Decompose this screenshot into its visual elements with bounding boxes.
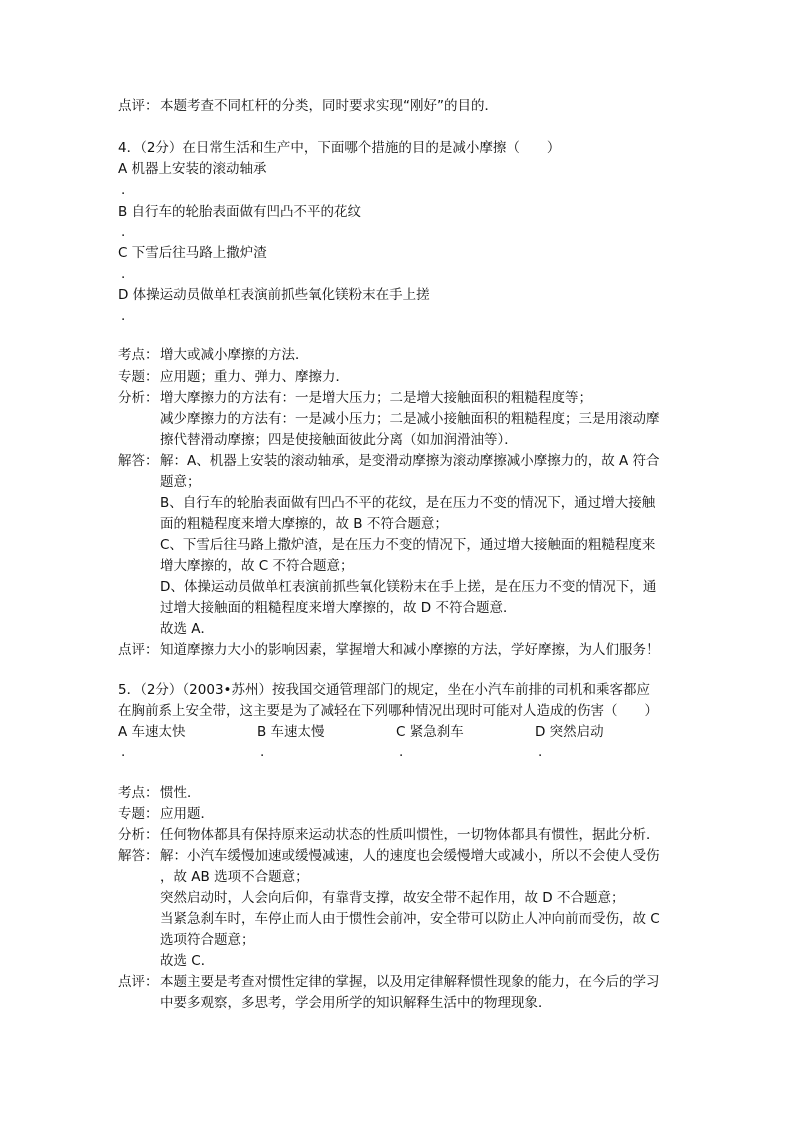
kaodian-label: 考点： bbox=[118, 347, 159, 363]
jieda-line: D、体操运动员做单杠表演前抓些氧化镁粉末在手上搓，是在压力不变的情况下，通 bbox=[160, 579, 657, 595]
kaodian-text: 增大或减小摩擦的方法． bbox=[160, 347, 309, 363]
fenxi-line: 减少摩擦力的方法有：一是减小压力；二是减小接触面积的粗糙程度；三是用滚动摩 bbox=[160, 411, 660, 427]
option-dot: . bbox=[538, 744, 543, 760]
dianping-line: 中要多观察，多思考，学会用所学的知识解释生活中的物理现象． bbox=[160, 995, 552, 1011]
jieda-line: ，故 AB 选项不合题意； bbox=[160, 869, 309, 885]
jieda-line: C、下雪后往马路上撒炉渣，是在压力不变的情况下，通过增大接触面的粗糙程度来 bbox=[160, 537, 656, 553]
dianping-label: 点评： bbox=[118, 974, 159, 990]
question-stem: 5．（2分）（2003•苏州）按我国交通管理部门的规定，坐在小汽车前排的司机和乘客都应 bbox=[118, 682, 650, 698]
option-dot: . bbox=[121, 182, 126, 198]
jieda-label: 解答： bbox=[118, 848, 159, 864]
zhuanti-text: 应用题；重力、弹力、摩擦力． bbox=[160, 369, 349, 385]
option-b: B 自行车的轮胎表面做有凹凸不平的花纹 bbox=[118, 204, 362, 220]
zhuanti-label: 专题： bbox=[118, 806, 159, 822]
fenxi-line: 增大摩擦力的方法有：一是增大压力；二是增大接触面积的粗糙程度等； bbox=[160, 390, 592, 406]
jieda-line: 面的粗糙程度来增大摩擦的，故 B 不符合题意； bbox=[160, 516, 448, 532]
dianping-line: 本题主要是考查对惯性定律的掌握，以及用定律解释惯性现象的能力，在今后的学习 bbox=[160, 974, 660, 990]
zhuanti-label: 专题： bbox=[118, 369, 159, 385]
option-c: C 紧急刹车 bbox=[396, 724, 464, 740]
option-a: A 机器上安装的滚动轴承 bbox=[118, 161, 267, 177]
question-stem: 在胸前系上安全带，这主要是为了减轻在下列哪种情况出现时可能对人造成的伤害（ ） bbox=[118, 703, 658, 719]
option-b: B 车速太慢 bbox=[257, 724, 325, 740]
jieda-line: 当紧急刹车时，车停止而人由于惯性会前冲，安全带可以防止人冲向前而受伤，故 C bbox=[160, 911, 660, 927]
option-dot: . bbox=[260, 744, 265, 760]
jieda-line: 故选 C． bbox=[160, 953, 215, 969]
jieda-line: 突然启动时，人会向后仰，有靠背支撑，故安全带不起作用，故 D 不合题意； bbox=[160, 890, 625, 906]
question-stem: 4．（2分）在日常生活和生产中，下面哪个措施的目的是减小摩擦（ ） bbox=[118, 140, 561, 156]
kaodian-label: 考点： bbox=[118, 785, 159, 801]
dianping-label: 点评： bbox=[118, 642, 159, 658]
option-c: C 下雪后往马路上撒炉渣 bbox=[118, 245, 267, 261]
option-d: D 体操运动员做单杠表演前抓些氧化镁粉末在手上搓 bbox=[118, 287, 430, 303]
jieda-line: 解：A、机器上安装的滚动轴承，是变滑动摩擦为滚动摩擦减小摩擦力的，故 A 符合 bbox=[160, 453, 660, 469]
fenxi-text: 任何物体都具有保持原来运动状态的性质叫惯性，一切物体都具有惯性，据此分析． bbox=[160, 827, 660, 843]
kaodian-text: 惯性． bbox=[160, 785, 201, 801]
option-dot: . bbox=[121, 744, 126, 760]
comment-text: 本题考查不同杠杆的分类，同时要求实现“刚好”的目的． bbox=[160, 98, 498, 114]
option-dot: . bbox=[399, 744, 404, 760]
option-a: A 车速太快 bbox=[118, 724, 186, 740]
fenxi-label: 分析： bbox=[118, 827, 159, 843]
option-d: D 突然启动 bbox=[535, 724, 604, 740]
jieda-line: 过增大接触面的粗糙程度来增大摩擦的，故 D 不符合题意． bbox=[160, 600, 517, 616]
jieda-line: B、自行车的轮胎表面做有凹凸不平的花纹，是在压力不变的情况下，通过增大接触 bbox=[160, 495, 656, 511]
jieda-line: 题意； bbox=[160, 474, 201, 490]
jieda-line: 增大摩擦的，故 C 不符合题意； bbox=[160, 558, 354, 574]
option-dot: . bbox=[121, 224, 126, 240]
jieda-line: 选项符合题意； bbox=[160, 932, 255, 948]
fenxi-line: 擦代替滑动摩擦；四是使接触面彼此分离（如加润滑油等）． bbox=[160, 432, 518, 448]
comment-label: 点评： bbox=[118, 98, 159, 114]
dianping-text: 知道摩擦力大小的影响因素，掌握增大和减小摩擦的方法，学好摩擦，为人们服务！ bbox=[160, 642, 660, 658]
option-dot: . bbox=[121, 308, 126, 324]
fenxi-label: 分析： bbox=[118, 390, 159, 406]
jieda-line: 故选 A． bbox=[160, 621, 215, 637]
zhuanti-text: 应用题． bbox=[160, 806, 214, 822]
jieda-label: 解答： bbox=[118, 453, 159, 469]
option-dot: . bbox=[121, 266, 126, 282]
jieda-line: 解：小汽车缓慢加速或缓慢减速，人的速度也会缓慢增大或减小，所以不会使人受伤 bbox=[160, 848, 660, 864]
